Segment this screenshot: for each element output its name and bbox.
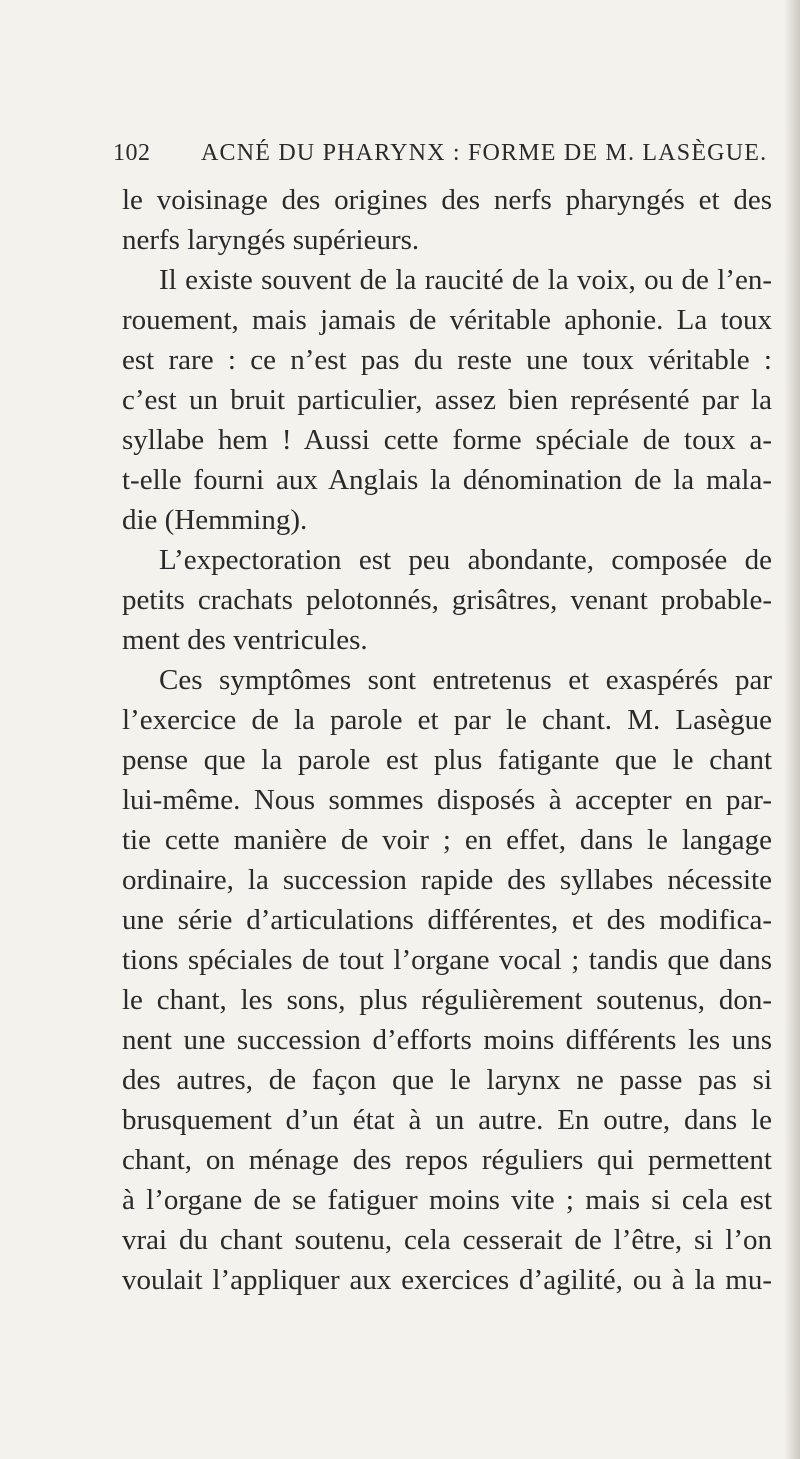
text-line: t-elle fourni aux Anglais la dénomination de la mala- [122, 464, 772, 496]
text-line: voulait l’appliquer aux exercices d’agilité, ou à la mu- [122, 1264, 772, 1296]
page-edge-shadow [784, 0, 800, 1459]
text-line: nent une succession d’efforts moins différents les uns [122, 1024, 772, 1056]
text-line: die (Hemming). [122, 504, 308, 536]
text-line: l’exercice de la parole et par le chant. M. Lasègue [122, 704, 772, 736]
text-line: tie cette manière de voir ; en effet, dans le langage [122, 824, 772, 856]
text-line: des autres, de façon que le larynx ne passe pas si [122, 1064, 772, 1096]
text-line: Ces symptômes sont entretenus et exaspérés par [159, 664, 772, 696]
text-line: Il existe souvent de la raucité de la voix, ou de l’en- [159, 264, 772, 296]
text-line: c’est un bruit particulier, assez bien représenté par la [122, 384, 772, 416]
text-line: ordinaire, la succession rapide des syllabes nécessite [122, 864, 772, 896]
text-line: ment des ventricules. [122, 624, 368, 656]
text-line: vrai du chant soutenu, cela cesserait de l’être, si l’on [122, 1224, 772, 1256]
text-line: rouement, mais jamais de véritable aphonie. La toux [122, 304, 772, 336]
text-line: L’expectoration est peu abondante, composée de [159, 544, 772, 576]
text-line: à l’organe de se fatiguer moins vite ; mais si cela est [122, 1184, 772, 1216]
text-line: est rare : ce n’est pas du reste une toux véritable : [122, 344, 772, 376]
text-line: brusquement d’un état à un autre. En outre, dans le [122, 1104, 772, 1136]
text-line: pense que la parole est plus fatigante que le chant [122, 744, 772, 776]
text-line: le voisinage des origines des nerfs pharyngés et des [122, 184, 772, 216]
text-line: petits crachats pelotonnés, grisâtres, venant probable- [122, 584, 772, 616]
page-number: 102 [113, 140, 151, 166]
text-line: le chant, les sons, plus régulièrement soutenus, don- [122, 984, 772, 1016]
text-line: nerfs laryngés supérieurs. [122, 224, 420, 256]
text-line: chant, on ménage des repos réguliers qui permettent [122, 1144, 772, 1176]
text-line: syllabe hem ! Aussi cette forme spéciale de toux a- [122, 424, 772, 456]
running-head: ACNÉ DU PHARYNX : FORME DE M. LASÈGUE. [201, 140, 768, 166]
page-header [113, 137, 768, 169]
text-line: tions spéciales de tout l’organe vocal ; tandis que dans [122, 944, 772, 976]
text-line: une série d’articulations différentes, et des modifica- [122, 904, 772, 936]
text-line: lui-même. Nous sommes disposés à accepter en par- [122, 784, 772, 816]
